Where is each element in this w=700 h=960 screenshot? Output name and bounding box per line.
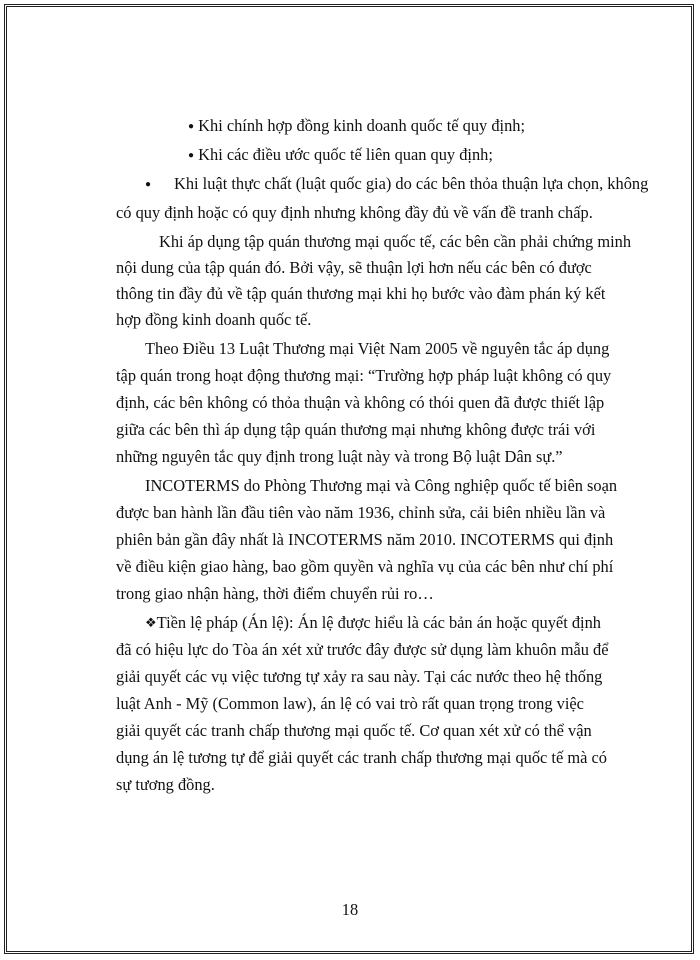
para1-line-1: Khi áp dụng tập quán thương mại quốc tế, các bên cần phải chứng minh bbox=[159, 232, 632, 251]
para2-line-3: định, các bên không có thỏa thuận và không có thói quen đã được thiết lập bbox=[116, 393, 605, 412]
para4-line-1 bbox=[145, 613, 601, 633]
para4-line-3: giải quyết các vụ việc tương tự xảy ra sau này. Tại các nước theo hệ thống bbox=[116, 667, 603, 686]
para4-line-4: luật Anh - Mỹ (Common law), án lệ có vai trò rất quan trọng trong việc bbox=[116, 694, 584, 713]
bullet-item-3-line-1: Khi luật thực chất (luật quốc gia) do các bên thỏa thuận lựa chọn, không bbox=[174, 174, 649, 193]
para4-line-5: giải quyết các tranh chấp thương mại quốc tế. Cơ quan xét xử có thể vận bbox=[116, 721, 592, 740]
para4-line-7: sự tương đồng. bbox=[116, 775, 215, 794]
para4-line-6: dụng án lệ tương tự để giải quyết các tranh chấp thương mại quốc tế mà có bbox=[116, 748, 607, 767]
bullet-icon: ● bbox=[188, 121, 195, 132]
para4-line-2: đã có hiệu lực do Tòa án xét xử trước đây được sử dụng làm khuôn mẫu để bbox=[116, 640, 609, 659]
para2-line-4: giữa các bên thì áp dụng tập quán thương mại nhưng không được trái với bbox=[116, 420, 596, 439]
bullet-item-2 bbox=[188, 145, 493, 166]
para3-line-1: INCOTERMS do Phòng Thương mại và Công nghiệp quốc tế biên soạn bbox=[145, 476, 618, 495]
bullet-icon: ● bbox=[188, 150, 195, 161]
para3-line-4: về điều kiện giao hàng, bao gồm quyền và nghĩa vụ của các bên như chí phí bbox=[116, 557, 614, 576]
para2-line-5: những nguyên tắc quy định trong luật này và trong Bộ luật Dân sự.” bbox=[116, 447, 563, 466]
bullet-item-1 bbox=[188, 116, 525, 137]
bullet-text-2: Khi các điều ước quốc tế liên quan quy định; bbox=[198, 145, 493, 164]
page-number: 18 bbox=[341, 900, 359, 919]
bullet-item-3-line-2: có quy định hoặc có quy định nhưng không đầy đủ về vấn đề tranh chấp. bbox=[116, 203, 593, 222]
diamond-bullet-icon: ❖ bbox=[145, 615, 157, 630]
bullet-item-3 bbox=[145, 174, 151, 195]
para1-line-4: hợp đồng kinh doanh quốc tế. bbox=[116, 310, 312, 329]
para4-line-1-text: Tiền lệ pháp (Án lệ): Án lệ được hiểu là các bản án hoặc quyết định bbox=[156, 613, 601, 632]
para1-line-3: thông tin đầy đủ về tập quán thương mại khi họ bước vào đàm phán ký kết bbox=[116, 284, 606, 303]
para2-line-2: tập quán trong hoạt động thương mại: “Trường hợp pháp luật không có quy bbox=[116, 366, 612, 385]
para1-line-2: nội dung của tập quán đó. Bởi vậy, sẽ thuận lợi hơn nếu các bên có được bbox=[116, 258, 592, 277]
para3-line-5: trong giao nhận hàng, thời điểm chuyển rủi ro… bbox=[116, 584, 434, 603]
bullet-text-1: Khi chính hợp đồng kinh doanh quốc tế quy định; bbox=[198, 116, 526, 135]
para3-line-3: phiên bản gần đây nhất là INCOTERMS năm 2010. INCOTERMS qui định bbox=[116, 530, 614, 549]
para3-line-2: được ban hành lần đầu tiên vào năm 1936, chỉnh sửa, cải biên nhiều lần và bbox=[116, 503, 606, 522]
bullet-icon: ● bbox=[145, 179, 152, 190]
para2-line-1: Theo Điều 13 Luật Thương mại Việt Nam 2005 về nguyên tắc áp dụng bbox=[145, 339, 610, 358]
